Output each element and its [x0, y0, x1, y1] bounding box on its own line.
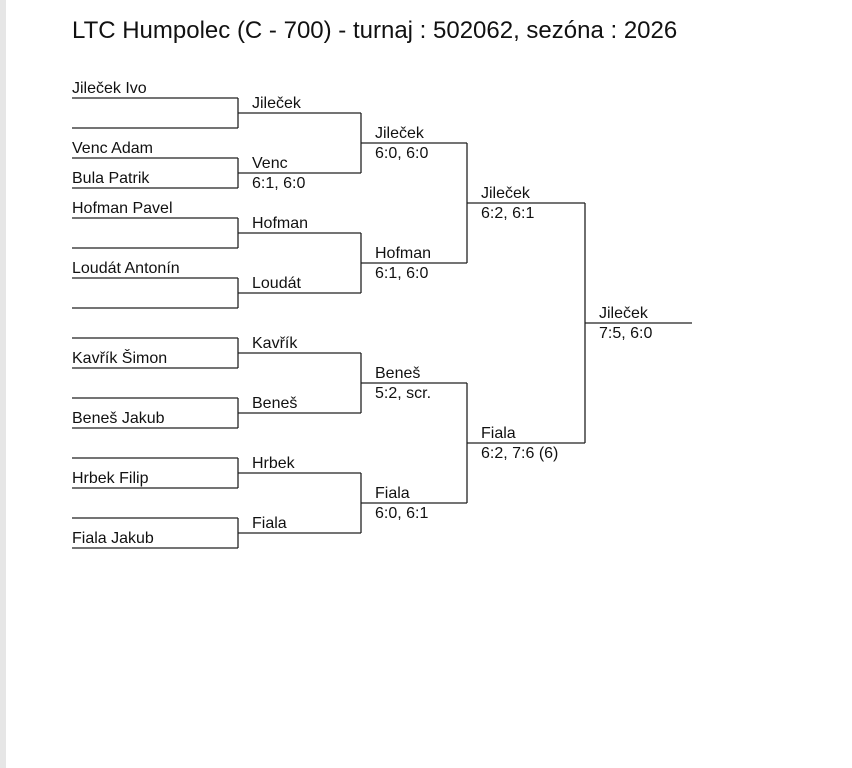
- player-name: Beneš: [375, 365, 421, 382]
- player-name: Kavřík Šimon: [72, 350, 168, 367]
- match-score: 6:1, 6:0: [375, 265, 429, 282]
- match-score: 6:0, 6:1: [375, 505, 429, 522]
- match-score: 7:5, 6:0: [599, 325, 653, 342]
- match-score: 5:2, scr.: [375, 385, 432, 402]
- player-name: Hrbek Filip: [72, 470, 149, 487]
- player-name: Kavřík: [252, 335, 298, 352]
- player-name: Hofman Pavel: [72, 200, 173, 217]
- player-name: Beneš Jakub: [72, 410, 165, 427]
- player-name: Fiala Jakub: [72, 530, 154, 547]
- player-name: Jileček: [375, 125, 424, 142]
- player-name: Jileček Ivo: [72, 80, 147, 97]
- player-name: Loudát Antonín: [72, 260, 180, 277]
- player-name: Hofman: [375, 245, 432, 262]
- player-name: Hrbek: [252, 455, 295, 472]
- player-name: Jileček: [481, 185, 530, 202]
- match-score: 6:0, 6:0: [375, 145, 429, 162]
- player-name: Fiala: [481, 425, 516, 442]
- match-score: 6:2, 7:6 (6): [481, 445, 559, 462]
- player-name: Fiala: [252, 515, 287, 532]
- match-score: 6:2, 6:1: [481, 205, 535, 222]
- player-name: Beneš: [252, 395, 298, 412]
- player-name: Fiala: [375, 485, 410, 502]
- player-name: Loudát: [252, 275, 301, 292]
- player-name: Jileček: [252, 95, 301, 112]
- page-title: LTC Humpolec (C - 700) - turnaj : 502062, sezóna : 2026: [72, 17, 678, 44]
- player-name: Bula Patrik: [72, 170, 150, 187]
- player-name: Jileček: [599, 305, 648, 322]
- match-score: 6:1, 6:0: [252, 175, 306, 192]
- player-name: Venc Adam: [72, 140, 153, 157]
- player-name: Venc: [252, 155, 288, 172]
- player-name: Hofman: [252, 215, 309, 232]
